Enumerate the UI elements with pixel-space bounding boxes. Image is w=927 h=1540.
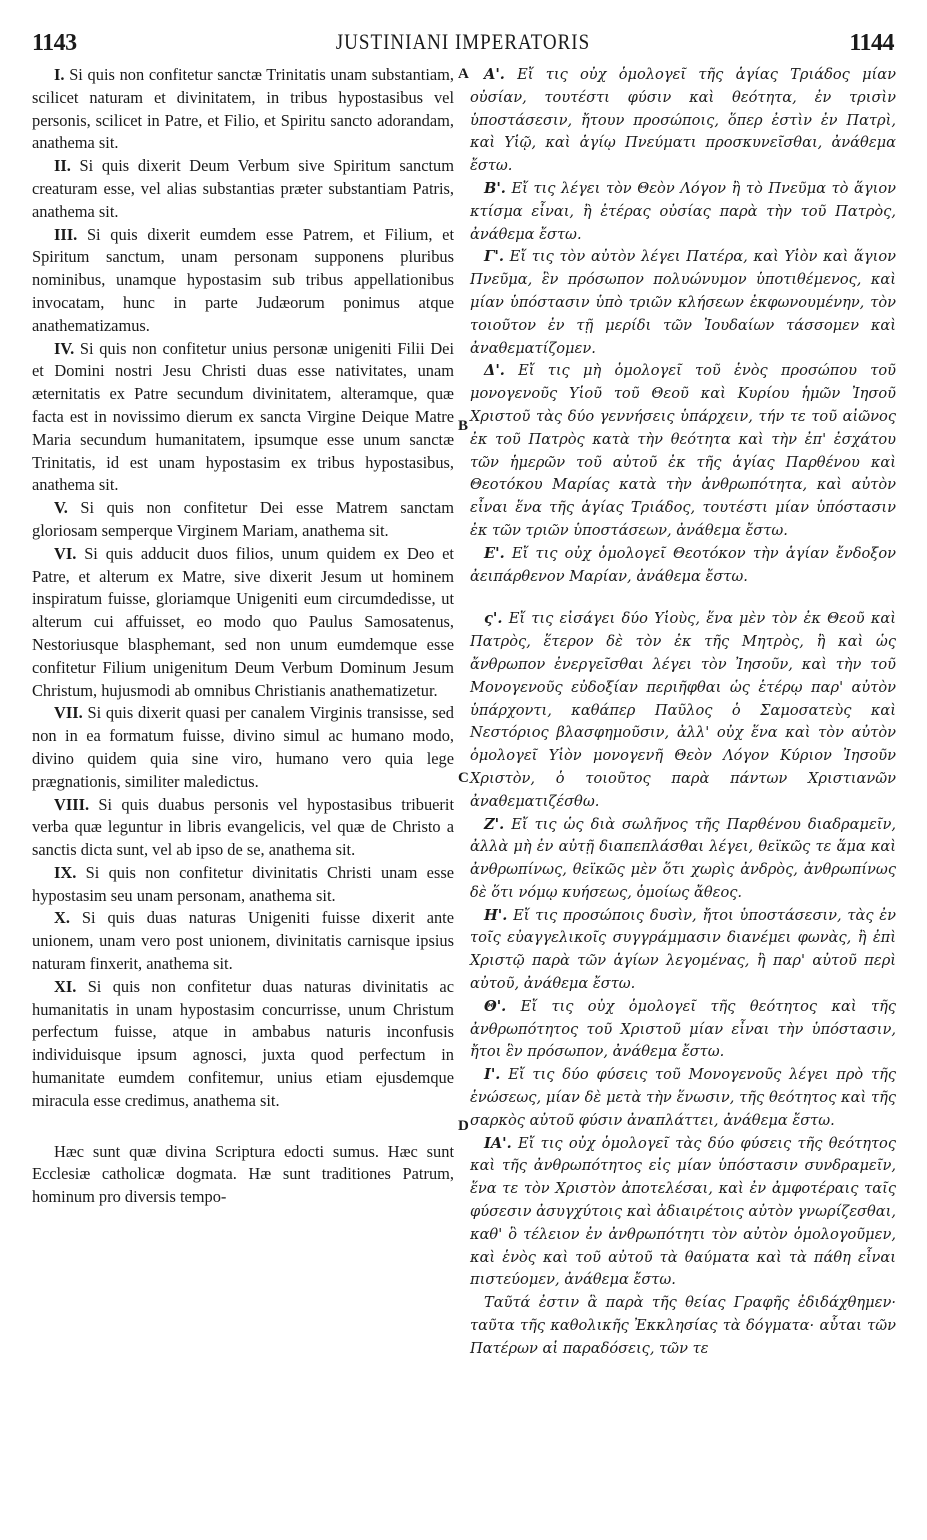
margin-mark-b: B	[458, 418, 469, 434]
latin-canon: VI. Si quis adducit duos filios, unum quidem ex Deo et Patre, et alterum ex Matre, sive dixerit Jesum ut hominem inspiratum fuisse, gloriamque Unigeniti eum circumdedisse, ut alterum cui affuisset, eo modo quo Paulus Samosatenus, Nestoriusque blasphemant, sed non unum eumdemque esse confitetur Filium unigenitum Deum Verbum Dominum Jesum Christum, hujusmodi ab omnibus Christianis anathematizetur.	[32, 543, 454, 700]
greek-canon: Ζ'. Εἴ τις ὡς διὰ σωλῆνος τῆς Παρθένου διαδραμεῖν, ἀλλὰ μὴ ἐν αὐτῇ διαπεπλάσθαι λέγει, θεϊκῶς τε ἅμα καὶ ἀνθρωπίνως, θεϊκῶς μὲν ὅτι χωρὶς ἀνδρὸς, ἀνθρωπίνως δὲ ὅτι νόμῳ κυήσεως, ὁμοίως ἄθεος.	[470, 815, 897, 901]
greek-canon: Η'. Εἴ τις προσώποις δυσὶν, ἤτοι ὑποστάσεσιν, τὰς ἐν τοῖς εὐαγγελικοῖς συγγράμμασιν διανέμει φωνὰς, ἢ ἐπὶ Χριστῷ παρὰ τῶν ἁγίων λεγομένας, ἢ παρ' αὐτοῦ περὶ αὐτοῦ, ἀνάθεμα ἔστω.	[470, 906, 896, 993]
running-title: JUSTINIANI IMPERATORIS	[335, 30, 591, 55]
latin-canon: VIII. Si quis duabus personis vel hypostasibus tribuerit verba quæ leguntur in libris evangelicis, vel quæ de Christo a sanctis dicta sunt, vel ab ipso de se, anathema sit.	[32, 794, 454, 860]
latin-closing-text: Hæc sunt quæ divina Scriptura edocti sumus. Hæc sunt Ecclesiæ catholicæ dogmata. Hæ sunt traditiones Patrum, hominum pro diversis tempo-	[32, 1141, 454, 1207]
margin-mark-c: C	[458, 770, 469, 786]
latin-canon: X. Si quis duas naturas Unigeniti fuisse dixerit ante unionem, unam vero post unionem, divinitatis carnisque ipsius naturam finxerit, anathema sit.	[32, 908, 454, 974]
greek-canon: ς'. Εἴ τις εἰσάγει δύο Υἱοὺς, ἕνα μὲν τὸν ἐκ Θεοῦ καὶ Πατρὸς, ἕτερον δὲ τὸν ἐκ τῆς Μητρὸς, ἢ καὶ ὡς ἄνθρωπον ἐνεργεῖσθαι λέγει τὸν Ἰησοῦν, καὶ τὴν τοῦ Μονογενοῦς εὐδοξίαν περιῆφθαι ὡς ἑτέρῳ παρ' αὐτὸν ὑπάρχοντι, καθάπερ Παῦλος ὁ Σαμοσατεὺς καὶ Νεστόριος βλασφημοῦσιν, ἀλλ' οὐχ ἕνα καὶ τὸν αὐτὸν ὁμολογεῖ Υἱὸν μονογενῆ Θεὸν Λόγον Κύριον Ἰησοῦν Χριστὸν, ὁ τοιοῦτος παρὰ πάντων Χριστιανῶν ἀναθεματιζέσθω.	[470, 610, 896, 810]
greek-closing-text: Ταῦτά ἐστιν ἃ παρὰ τῆς θείας Γραφῆς ἐδιδάχθημεν· ταῦτα τῆς καθολικῆς Ἐκκλησίας τὰ δόγματα· αὗται τῶν Πατέρων αἱ παραδόσεις, τῶν τε	[470, 1294, 896, 1357]
greek-canon: Β'. Εἴ τις λέγει τὸν Θεὸν Λόγον ἢ τὸ Πνεῦμα τὸ ἅγιον κτίσμα εἶναι, ἢ ἑτέρας οὐσίας παρὰ τὴν τοῦ Πατρὸς, ἀνάθεμα ἔστω.	[470, 179, 896, 243]
greek-canon: Ε'. Εἴ τις οὐχ ὁμολογεῖ Θεοτόκον τὴν ἁγίαν ἔνδοξον ἀειπάρθενον Μαρίαν, ἀνάθεμα ἔστω.	[470, 544, 896, 585]
latin-canon: III. Si quis dixerit eumdem esse Patrem, et Filium, et Spiritum sanctum, unam personam supponens pluribus nominibus, unamque hypostasim sub tribus appellationibus invocatam, hunc in parte Judæorum ponimus atque anathematizamus.	[32, 224, 454, 335]
latin-canon: VII. Si quis dixerit quasi per canalem Virginis transisse, sed non in ea formatum fuisse, divino simul ac humano modo, divino quidem quia sine viro, humano vero quia lege prægnationis, similiter maledictus.	[32, 703, 454, 791]
running-header	[32, 30, 894, 60]
greek-canon: Θ'. Εἴ τις οὐχ ὁμολογεῖ τῆς θεότητος καὶ τῆς ἀνθρωπότητος τοῦ Χριστοῦ μίαν εἶναι τὴν ὑπόστασιν, ἤτοι ἓν πρόσωπον, ἀνάθεμα ἔστω.	[470, 997, 897, 1061]
latin-canon: II. Si quis dixerit Deum Verbum sive Spiritum sanctum creaturam esse, vel alias substantias præter substantiam Patris, anathema sit.	[32, 156, 454, 221]
margin-mark-a: A	[458, 66, 469, 82]
latin-column	[32, 64, 454, 1209]
greek-canon: Γ'. Εἴ τις τὸν αὐτὸν λέγει Πατέρα, καὶ Υἱὸν καὶ ἅγιον Πνεῦμα, ἓν πρόσωπον πολυώνυμον ὑποτιθέμενος, καὶ μίαν ὑπόστασιν ὑπὸ τριῶν κλήσεων ἐκφωνουμένην, τὸν τοιοῦτον ἐν τῇ μερίδι τῶν Ἰουδαίων τάσσομεν καὶ ἀναθεματίζομεν.	[470, 248, 897, 357]
latin-canon: I. Si quis non confitetur sanctæ Trinitatis unam substantiam, scilicet naturam et divinitatem, in tribus hypostasibus vel personis, scilicet in Patre, et Filio, et Spiritu sancto adorandam, anathema sit.	[32, 65, 454, 153]
greek-canon: Δ'. Εἴ τις μὴ ὁμολογεῖ τοῦ ἑνὸς προσώπου τοῦ μονογενοῦς Υἱοῦ τοῦ Θεοῦ καὶ Κυρίου ἡμῶν Ἰησοῦ Χριστοῦ τὰς δύο γεννήσεις ὑπάρχειν, τήν τε τοῦ αἰῶνος ἐκ τοῦ Πατρὸς κατὰ τὴν θεότητα καὶ τὴν ἐπ' ἐσχάτου τῶν ἡμερῶν τοῦ αὐτοῦ ἐκ τῆς ἁγίας Παρθένου καὶ Θεοτόκου Μαρίας κατὰ τὴν ἀνθρωπότητα, καὶ αὐτὸν εἶναι ἕνα τῆς ἁγίας Τριάδος, τουτέστι μίαν ὑπόστασιν ἐκ τῶν τριῶν ὑποστάσεων, ἀνάθεμα ἔστω.	[470, 362, 896, 539]
latin-canon: IX. Si quis non confitetur divinitatis Christi unam esse hypostasim seu unam personam, anathema sit.	[32, 862, 454, 905]
margin-mark-d: D	[458, 1118, 469, 1134]
greek-column	[470, 64, 896, 1361]
greek-canon: ΙΑ'. Εἴ τις οὐχ ὁμολογεῖ τὰς δύο φύσεις τῆς θεότητος καὶ τῆς ἀνθρωπότητος εἰς μίαν ὑπόστασιν συνδραμεῖν, ἕνα τε τὸν Χριστὸν ἀποτελέσαι, καὶ ἐν ἀμφοτέραις ταῖς φύσεσιν ἀσυγχύτοις καὶ ἀδιαιρέτοις αὐτὸν γνωρίζεσθαι, καθ' ὃ τέλειον ἐν ἀνθρωπότητι τὸν αὐτὸν ὁμολογοῦμεν, καὶ ἑνὸς καὶ τοῦ αὐτοῦ τὰ θαύματα καὶ τὰ πάθη εἶναι πιστεύομεν, ἀνάθεμα ἔστω.	[470, 1134, 896, 1289]
right-page-number: 1144	[849, 30, 894, 56]
greek-canon: Α'. Εἴ τις οὐχ ὁμολογεῖ τῆς ἁγίας Τριάδος μίαν οὐσίαν, τουτέστι φύσιν καὶ θεότητα, ἐν τρισὶν ὑποστάσεσιν, ἤτουν προσώποις, ὅπερ ἐστὶν ἐν Πατρὶ, καὶ Υἱῷ, καὶ ἁγίῳ Πνεύματι προσκυνεῖσθαι, ἀνάθεμα ἔστω.	[470, 66, 897, 175]
latin-canon: XI. Si quis non confitetur duas naturas divinitatis ac humanitatis in unam hypostasim concurrisse, unum Christum perfectum fuisse, atque in ambabus naturis inconfusis individuisque ipsum agnosci, juxta quod perfectum in humanitate eumdem confitemur, unius etiam ejusdemque miracula esse credimus, anathema sit.	[32, 976, 454, 1110]
latin-canon: IV. Si quis non confitetur unius personæ unigeniti Filii Dei et Domini nostri Jesu Christi duas esse nativitates, unam æternitatis ex Patre secundum divinitatem, alteramque, quæ facta est in novissimo dierum ex sancta Virgine Deique Matre Maria secundum humanitatem, ipsumque esse unum sanctæ Trinitatis, id est unam hypostasim ex tribus hypostasibus, anathema sit.	[32, 338, 454, 495]
left-page-number: 1143	[32, 30, 77, 56]
greek-canon: Ι'. Εἴ τις δύο φύσεις τοῦ Μονογενοῦς λέγει πρὸ τῆς ἑνώσεως, μίαν δὲ μετὰ τὴν ἕνωσιν, τῆς θεότητος καὶ τῆς σαρκὸς αὐτοῦ φύσιν ἀναπλάττει, ἀνάθεμα ἔστω.	[470, 1066, 897, 1129]
latin-canon: V. Si quis non confitetur Dei esse Matrem sanctam gloriosam semperque Virginem Mariam, anathema sit.	[32, 498, 454, 540]
